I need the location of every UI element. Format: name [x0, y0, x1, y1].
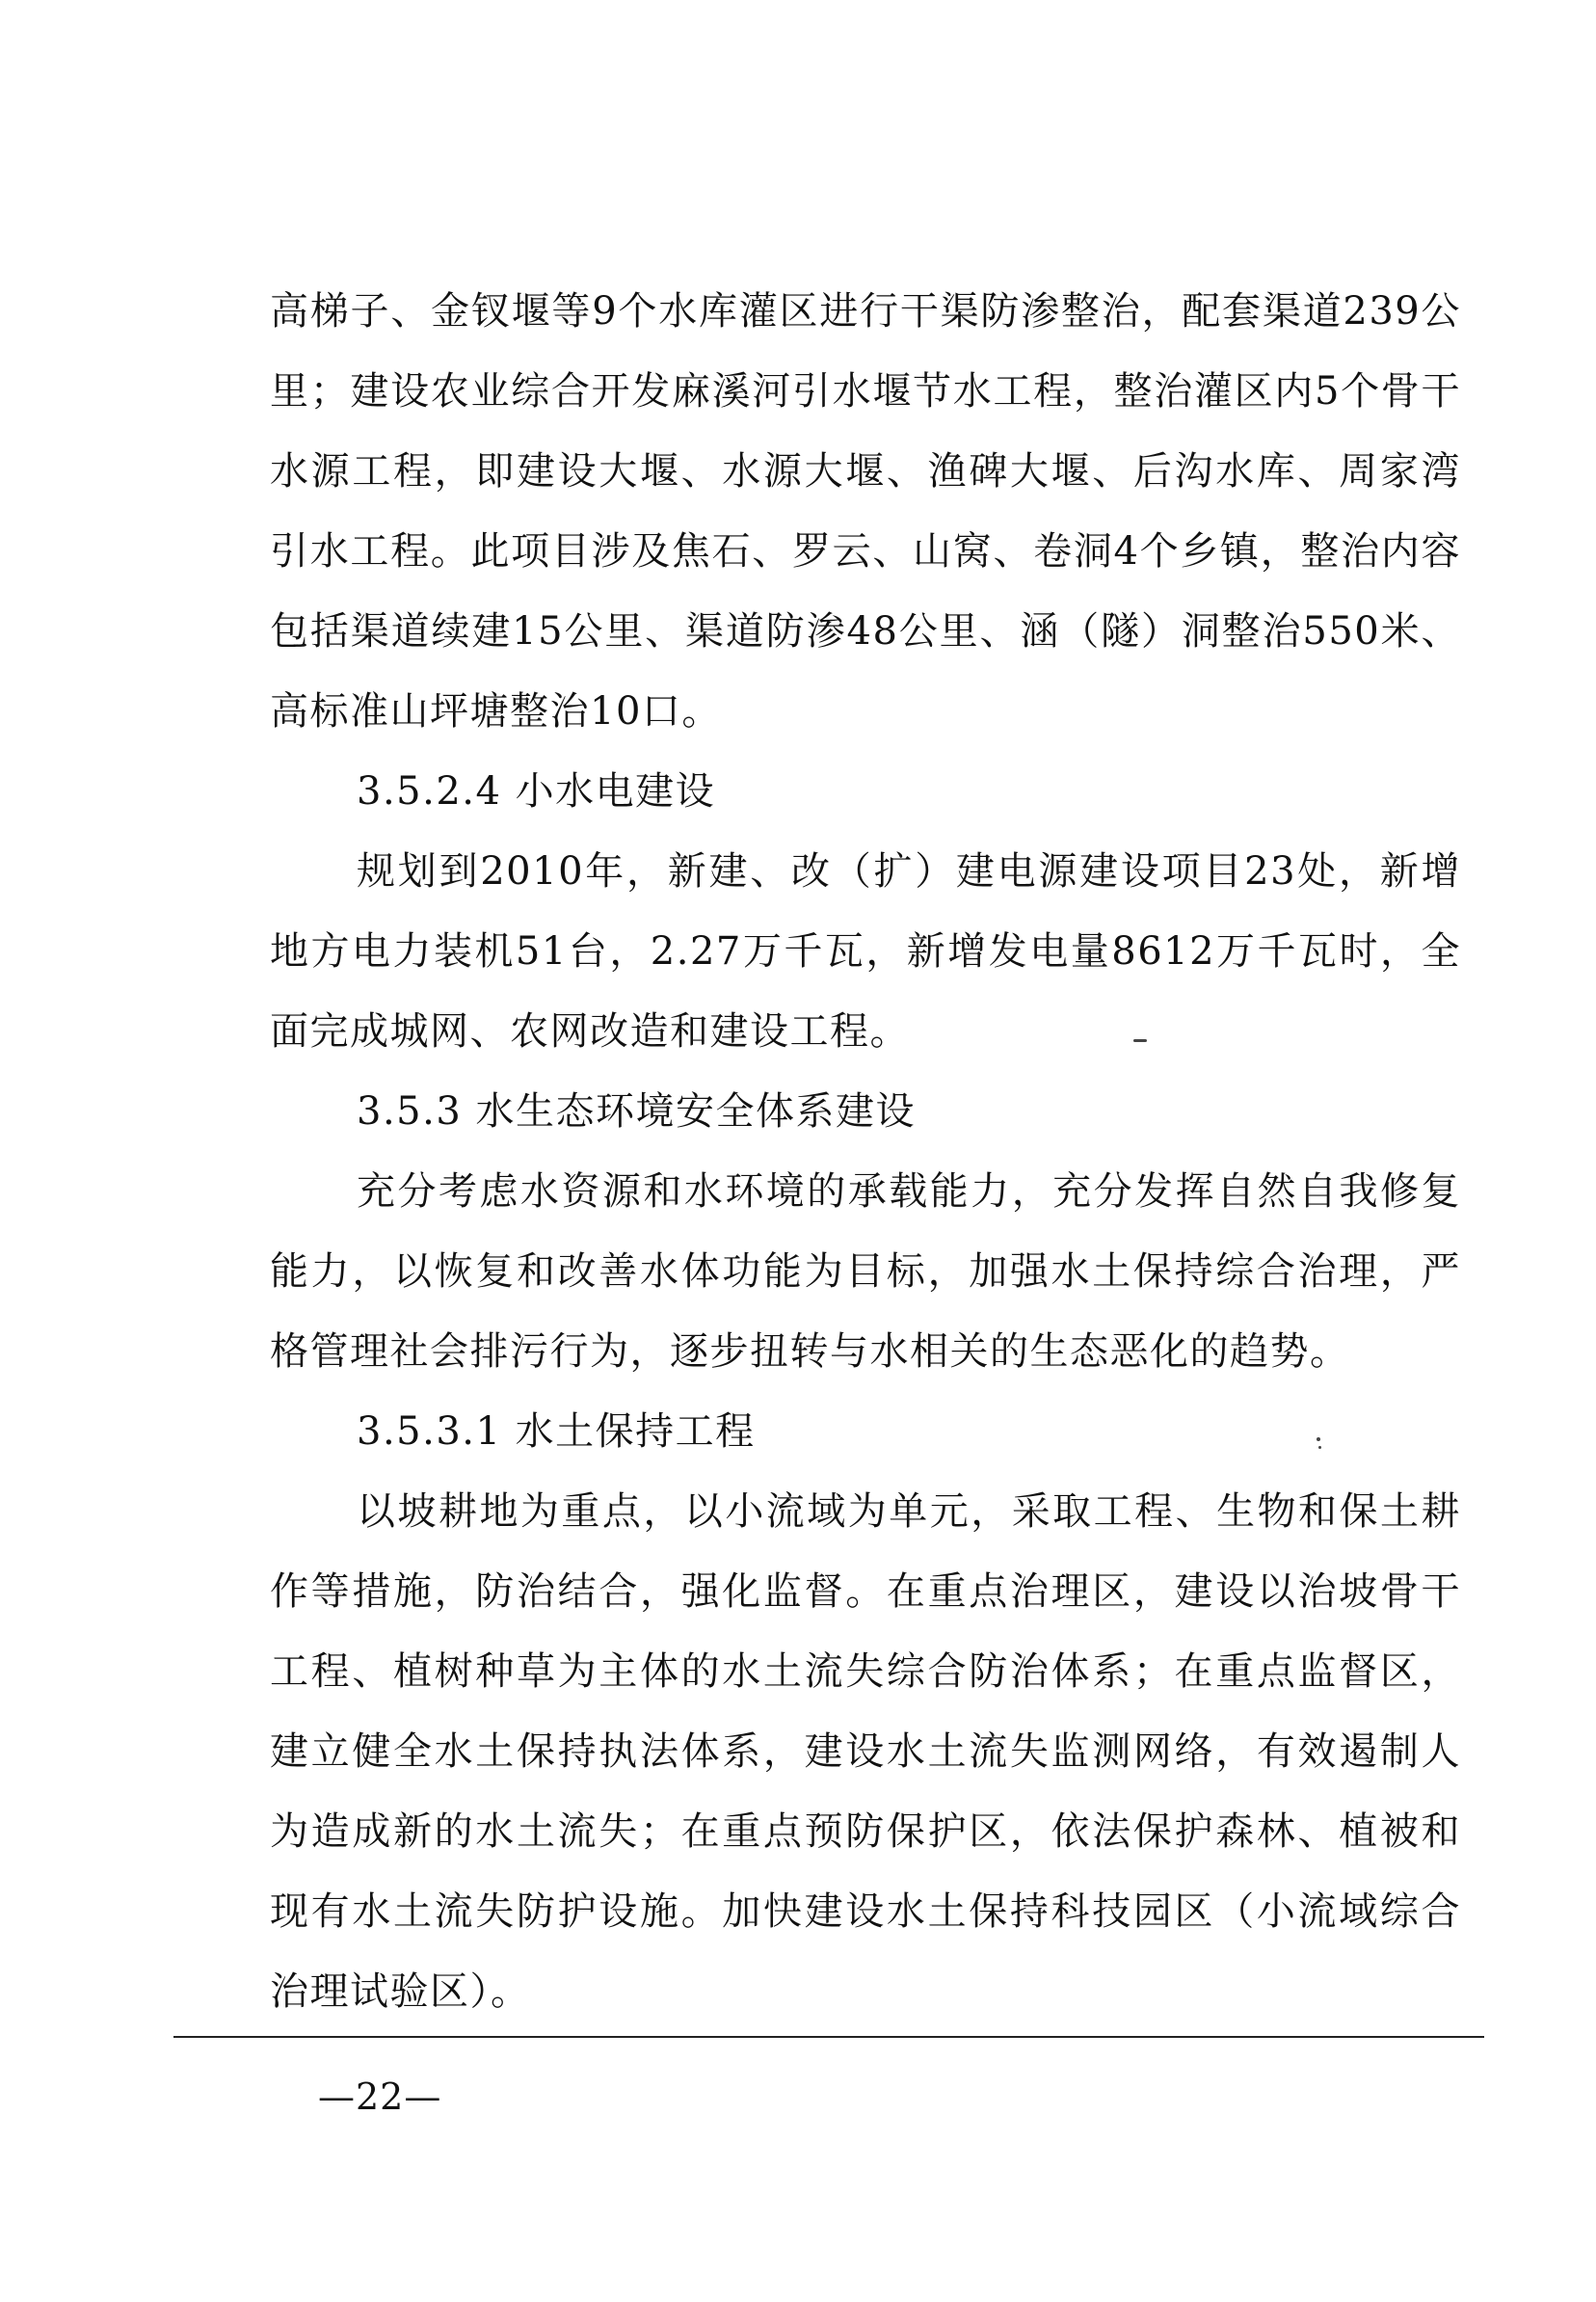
paragraph-small-hydropower: 规划到2010年，新建、改（扩）建电源建设项目23处，新增地方电力装机51台，2.27万千瓦，新增发电量8612万千瓦时，全面完成城网、农网改造和建设工程。	[270, 849, 1461, 1054]
scan-speck	[1317, 1437, 1320, 1441]
footer-rule-dashed-tail	[1282, 2036, 1484, 2038]
paragraph-soil-conservation: 以坡耕地为重点，以小流域为单元，采取工程、生物和保土耕作等措施，防治结合，强化监督。在重点治理区，建设以治坡骨干工程、植树种草为主体的水土流失综合防治体系；在重点监督区，建立健全水土保持执法体系，建设水土流失监测网络，有效遏制人为造成新的水土流失；在重点预防保护区，依法保护森林、植被和现有水土流失防护设施。加快建设水土保持科技园区（小流域综合治理试验区）。	[270, 1489, 1461, 2014]
scan-speck	[1318, 1446, 1321, 1449]
scan-speck	[1133, 1039, 1147, 1042]
document-body	[270, 272, 1461, 2032]
page-number: —22—	[318, 2075, 442, 2118]
section-heading-small-hydropower: 3.5.2.4 小水电建设	[357, 769, 716, 814]
paragraph-irrigation-works: 高梯子、金钗堰等9个水库灌区进行干渠防渗整治，配套渠道239公里；建设农业综合开发麻溪河引水堰节水工程，整治灌区内5个骨干水源工程，即建设大堰、水源大堰、渔碑大堰、后沟水库、周家湾引水工程。此项目涉及焦石、罗云、山窝、卷洞4个乡镇，整治内容包括渠道续建15公里、渠道防渗48公里、涵（隧）洞整治550米、高标准山坪塘整治10口。	[270, 289, 1461, 734]
section-heading-water-ecology: 3.5.3 水生态环境安全体系建设	[357, 1089, 916, 1134]
paragraph-water-ecology: 充分考虑水资源和水环境的承载能力，充分发挥自然自我修复能力，以恢复和改善水体功能为目标，加强水土保持综合治理，严格管理社会排污行为，逐步扭转与水相关的生态恶化的趋势。	[270, 1169, 1461, 1374]
section-heading-soil-conservation: 3.5.3.1 水土保持工程	[357, 1409, 756, 1454]
